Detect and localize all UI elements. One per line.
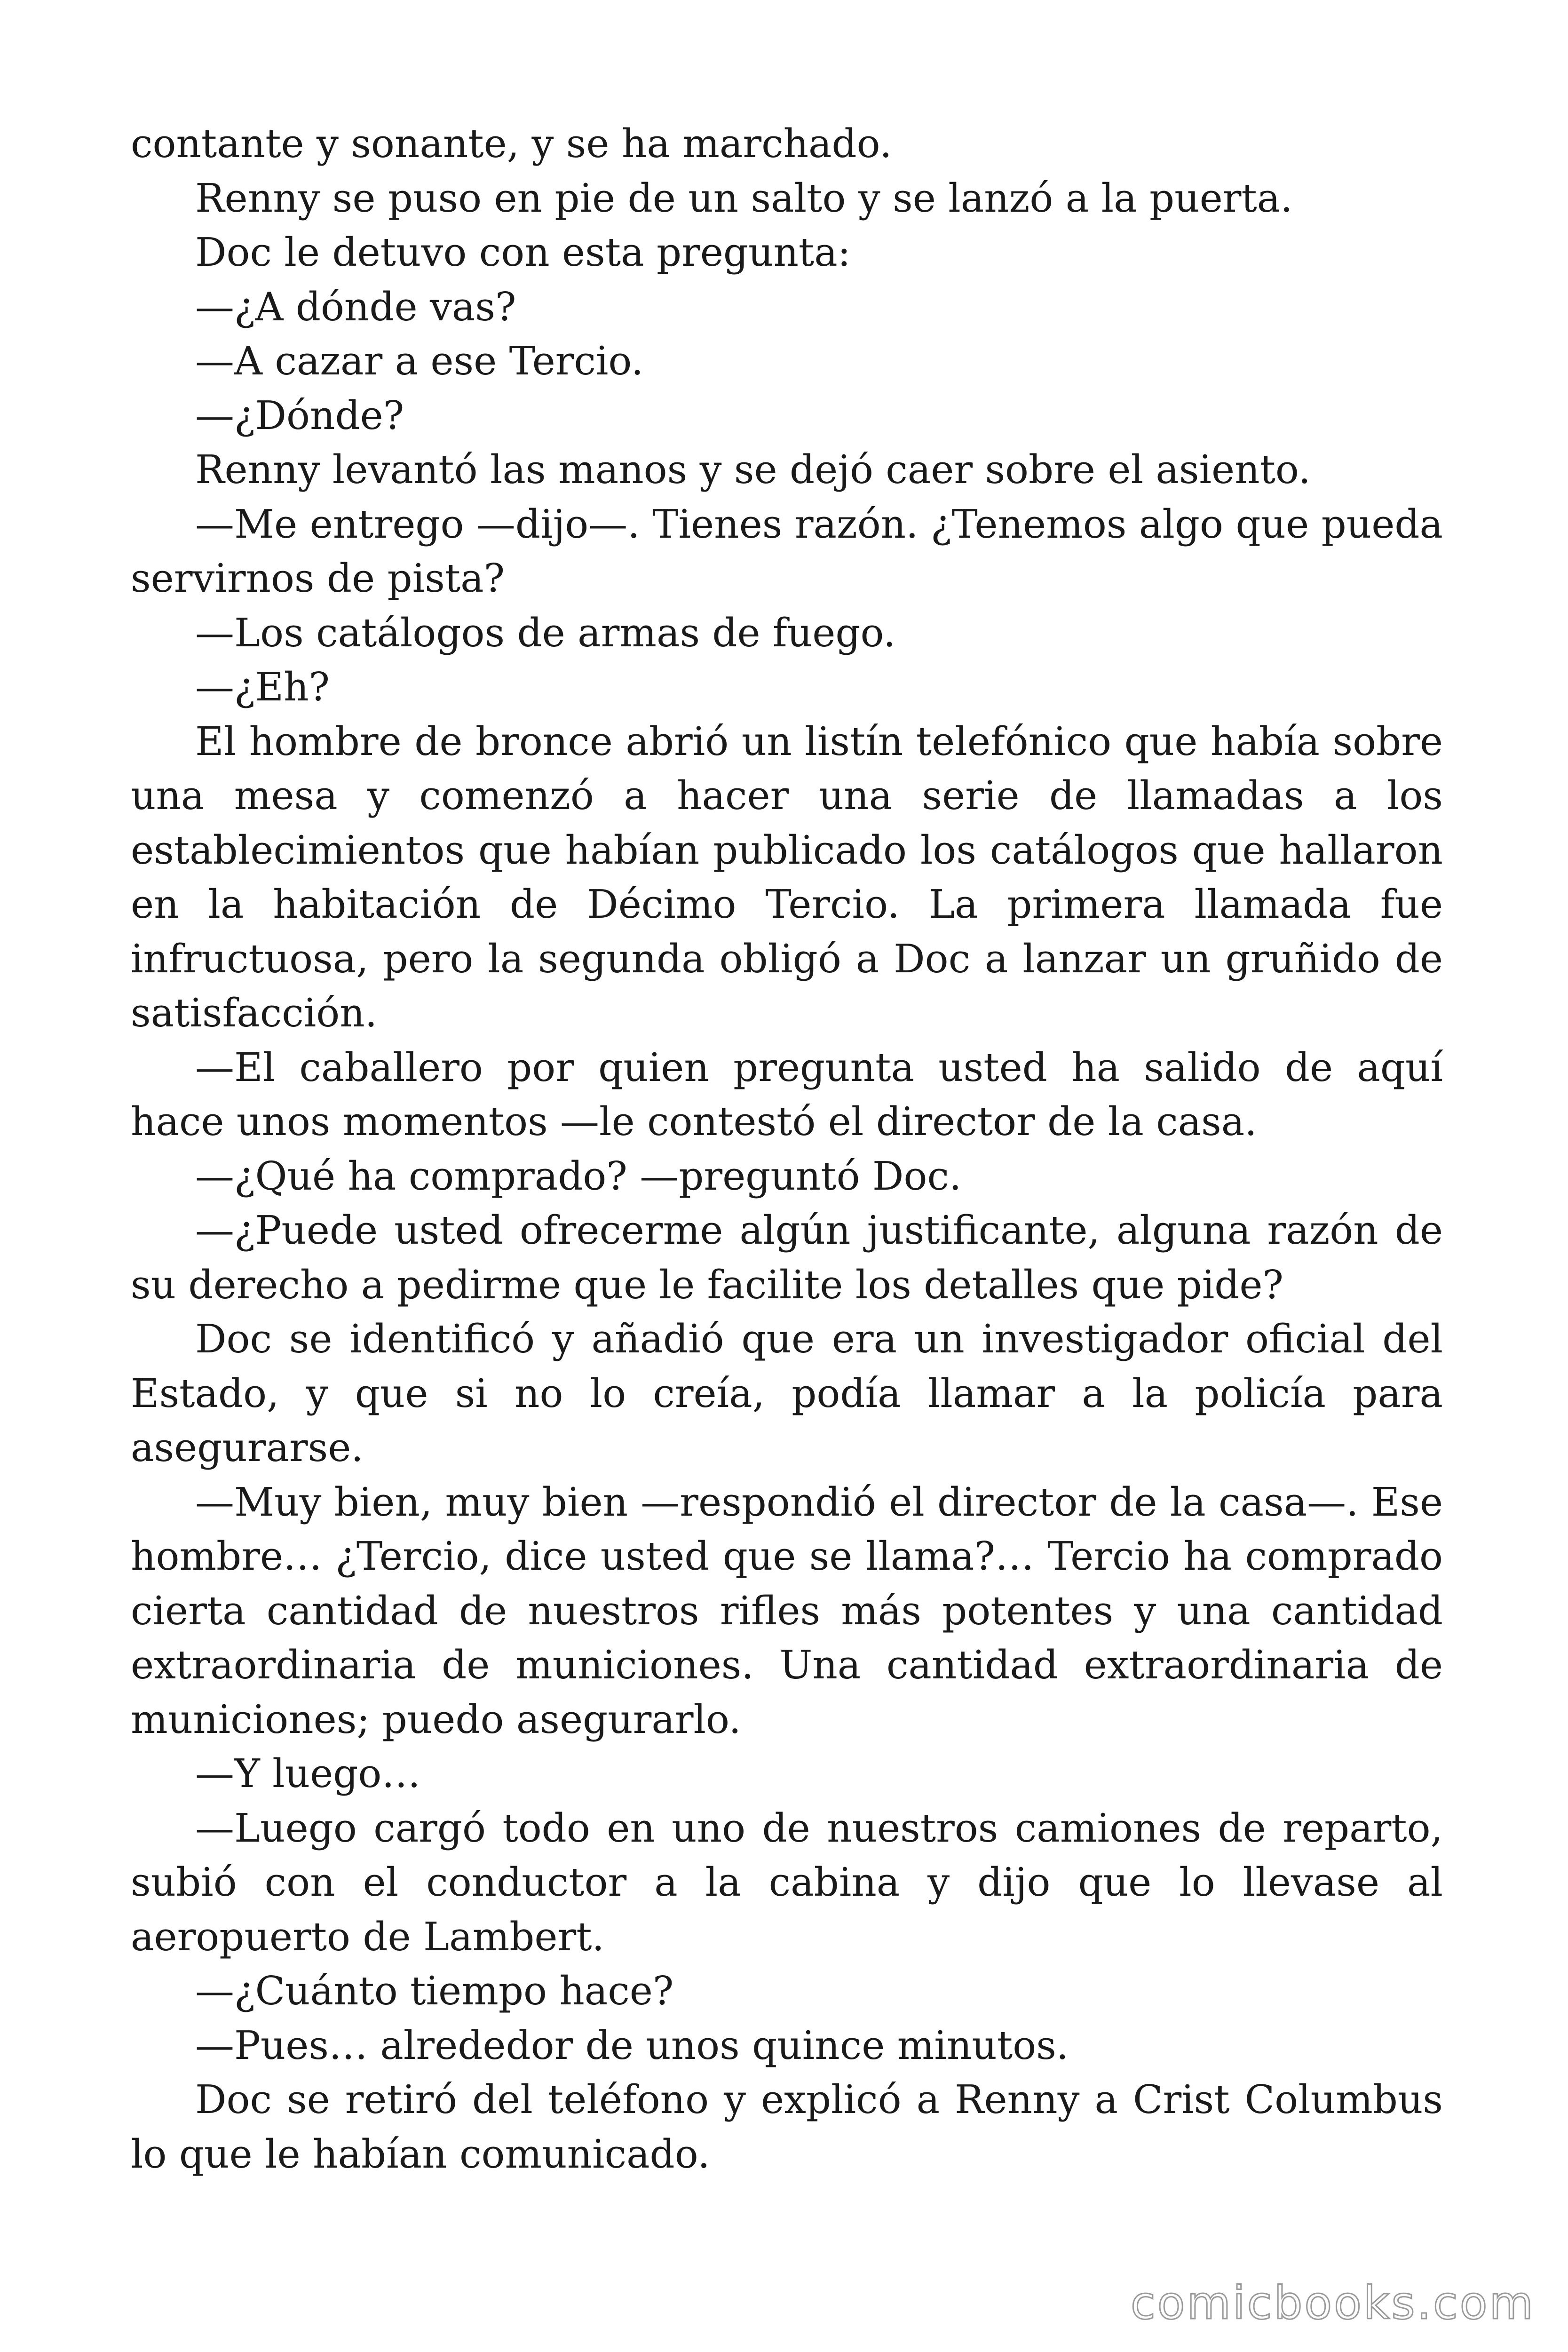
paragraph-17: —Y luego… bbox=[195, 1751, 421, 1796]
paragraph-12: —El caballero por quien pregunta usted ha salido de aquí hace unos momentos —le contestó el director de la casa. bbox=[131, 1044, 1443, 1144]
paragraph-18: —Luego cargó todo en uno de nuestros camiones de reparto, subió con el conductor a la cabina y dijo que lo llevase al aeropuerto de Lambert. bbox=[131, 1805, 1443, 1960]
paragraph-5: —A cazar a ese Tercio. bbox=[195, 338, 644, 384]
paragraph-8: —Me entrego —dijo—. Tienes razón. ¿Tenemos algo que pueda servirnos de pista? bbox=[131, 501, 1443, 601]
paragraph-4: —¿A dónde vas? bbox=[195, 284, 516, 330]
paragraph-7: Renny levantó las manos y se dejó caer sobre el asiento. bbox=[195, 447, 1311, 493]
watermark: comicbooks.com bbox=[1130, 2277, 1535, 2329]
paragraph-3: Doc le detuvo con esta pregunta: bbox=[195, 230, 851, 275]
paragraph-14: —¿Puede usted ofrecerme algún justificante, alguna razón de su derecho a pedirme que le facilite los detalles que pide? bbox=[131, 1208, 1443, 1308]
paragraph-19: —¿Cuánto tiempo hace? bbox=[195, 1968, 674, 2014]
paragraph-21: Doc se retiró del teléfono y explicó a Renny a Crist Columbus lo que le habían comunicado. bbox=[131, 2077, 1443, 2177]
paragraph-20: —Pues… alrededor de unos quince minutos. bbox=[195, 2022, 1069, 2068]
paragraph-16: —Muy bien, muy bien —respondió el director de la casa—. Ese hombre… ¿Tercio, dice usted que se llama?… Tercio ha comprado cierta cantidad de nuestros rifles más potentes y una cantidad extraordinaria de municiones. Una cantidad extraordinaria de municiones; puedo asegurarlo. bbox=[131, 1479, 1443, 1742]
paragraph-13: —¿Qué ha comprado? —preguntó Doc. bbox=[195, 1153, 962, 1199]
page-body bbox=[131, 117, 1443, 2181]
paragraph-2: Renny se puso en pie de un salto y se lanzó a la puerta. bbox=[195, 175, 1293, 221]
paragraph-15: Doc se identificó y añadió que era un investigador oficial del Estado, y que si no lo creía, podía llamar a la policía para asegurarse. bbox=[131, 1316, 1443, 1470]
paragraph-11: El hombre de bronce abrió un listín telefónico que había sobre una mesa y comenzó a hacer una serie de llamadas a los establecimientos que habían publicado los catálogos que hallaron en la habitación de Décimo Tercio. La primera llamada fue infructuosa, pero la segunda obligó a Doc a lanzar un gruñido de satisfacción. bbox=[131, 718, 1443, 1036]
paragraph-1: contante y sonante, y se ha marchado. bbox=[131, 121, 892, 167]
paragraph-9: —Los catálogos de armas de fuego. bbox=[195, 610, 896, 656]
paragraph-6: —¿Dónde? bbox=[195, 392, 404, 438]
paragraph-10: —¿Eh? bbox=[195, 664, 330, 710]
